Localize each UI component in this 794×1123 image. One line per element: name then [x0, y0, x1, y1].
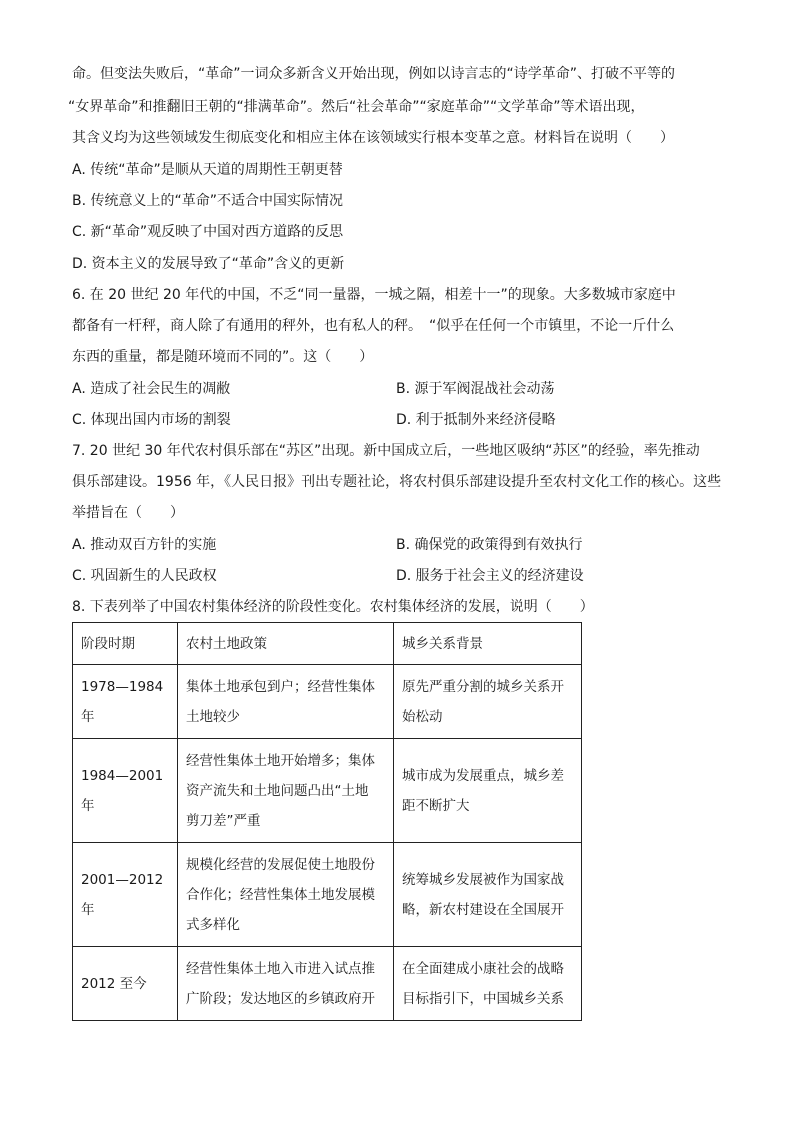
cell-line: 距不断扩大 [402, 797, 470, 814]
cell-line: 原先严重分割的城乡关系开 [402, 678, 564, 695]
cell-line: 目标指引下，中国城乡关系 [402, 990, 564, 1007]
cell-line: 剪刀差”严重 [186, 812, 261, 829]
cell-line: 在全面建成小康社会的战略 [402, 960, 564, 977]
q6-stem-line-1: 6. 在 20 世纪 20 年代的中国，不乏“同一量器，一城之隔，相差十一”的现象。大多数城市家庭中 [72, 287, 676, 303]
cell-line: 城市成为发展重点，城乡差 [402, 767, 564, 784]
q5-passage-line-3: 其含义均为这些领域发生彻底变化和相应主体在该领域实行根本变革之意。材料旨在说明（ ） [72, 130, 674, 146]
table-header-row [73, 623, 582, 665]
table-cell-background [394, 843, 582, 947]
q6-stem-line-2: 都备有一杆秤，商人除了有通用的秤外，也有私人的秤。 “似乎在任何一个市镇里，不论一斤什么 [72, 318, 675, 334]
q5-option-b[interactable]: B. 传统意义上的“革命”不适合中国实际情况 [72, 193, 344, 209]
q6-option-d[interactable]: D. 利于抵制外来经济侵略 [396, 412, 556, 428]
cell-line: 集体土地承包到户；经营性集体 [186, 678, 375, 695]
table-row [73, 665, 582, 739]
table-row [73, 739, 582, 843]
q8-stem: 8. 下表列举了中国农村集体经济的阶段性变化。农村集体经济的发展，说明（ ） [72, 599, 594, 615]
cell-line: 经营性集体土地开始增多；集体 [186, 752, 375, 769]
q7-option-d[interactable]: D. 服务于社会主义的经济建设 [396, 568, 584, 584]
table-cell-policy [178, 739, 394, 843]
q5-option-c[interactable]: C. 新“革命”观反映了中国对西方道路的反思 [72, 224, 344, 240]
cell-line: 始松动 [402, 708, 443, 725]
table-cell-period: 1984—2001 年 [73, 739, 178, 843]
table-cell-period: 1978—1984 年 [73, 665, 178, 739]
q6-option-a[interactable]: A. 造成了社会民生的凋敝 [72, 381, 231, 397]
cell-line: 式多样化 [186, 916, 240, 933]
table-cell-background [394, 739, 582, 843]
cell-line: 经营性集体土地入市进入试点推 [186, 960, 375, 977]
q7-stem-line-3: 举措旨在（ ） [72, 505, 184, 521]
cell-line: 资产流失和土地问题凸出“土地 [186, 782, 369, 799]
q5-option-d[interactable]: D. 资本主义的发展导致了“革命”含义的更新 [72, 256, 345, 272]
table-header-policy: 农村土地政策 [178, 623, 394, 665]
cell-line: 土地较少 [186, 708, 240, 725]
q6-stem-line-3: 东西的重量，都是随环境而不同的”。这（ ） [72, 349, 374, 365]
cell-line: 广阶段；发达地区的乡镇政府开 [186, 990, 375, 1007]
cell-line: 规模化经营的发展促使土地股份 [186, 856, 375, 873]
table-header-background: 城乡关系背景 [394, 623, 582, 665]
q5-option-a[interactable]: A. 传统“革命”是顺从天道的周期性王朝更替 [72, 162, 343, 178]
q6-option-b[interactable]: B. 源于军阀混战社会动荡 [396, 381, 555, 397]
q8-table [72, 622, 582, 1021]
table-cell-period: 2001—2012 年 [73, 843, 178, 947]
q7-stem-line-2: 俱乐部建设。1956 年，《人民日报》刊出专题社论，将农村俱乐部建设提升至农村文化工作的核心。这些 [72, 474, 722, 490]
table-row [73, 843, 582, 947]
table-cell-policy [178, 665, 394, 739]
table-header-period: 阶段时期 [73, 623, 178, 665]
table-cell-background [394, 665, 582, 739]
q6-option-c[interactable]: C. 体现出国内市场的割裂 [72, 412, 231, 428]
cell-line: 统筹城乡发展被作为国家战 [402, 871, 564, 888]
table-cell-period: 2012 至今 [73, 947, 178, 1021]
q7-option-a[interactable]: A. 推动双百方针的实施 [72, 537, 217, 553]
q5-passage-line-2: “女界革命”和推翻旧王朝的“排满革命”。然后“社会革命”“家庭革命”“文学革命”等术语出现， [68, 99, 645, 115]
q7-option-c[interactable]: C. 巩固新生的人民政权 [72, 568, 217, 584]
table-row [73, 947, 582, 1021]
table-cell-background [394, 947, 582, 1021]
table-cell-policy [178, 947, 394, 1021]
q5-passage-line-1: 命。但变法失败后，“革命”一词众多新含义开始出现，例如以诗言志的“诗学革命”、打破不平等的 [72, 66, 676, 82]
q7-option-b[interactable]: B. 确保党的政策得到有效执行 [396, 537, 583, 553]
table-cell-policy [178, 843, 394, 947]
cell-line: 合作化；经营性集体土地发展模 [186, 886, 375, 903]
q7-stem-line-1: 7. 20 世纪 30 年代农村俱乐部在“苏区”出现。新中国成立后，一些地区吸纳“苏区”的经验，率先推动 [72, 443, 700, 459]
cell-line: 略，新农村建设在全国展开 [402, 901, 564, 918]
